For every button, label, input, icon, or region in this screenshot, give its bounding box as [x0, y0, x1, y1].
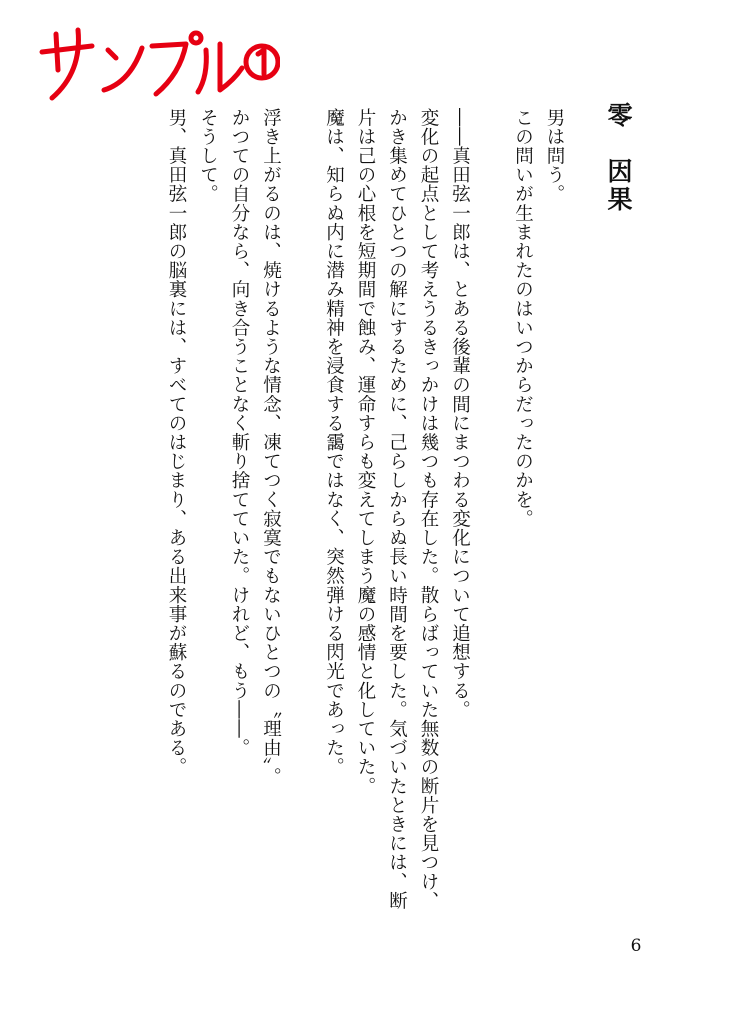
body-text [150, 108, 570, 928]
paragraph: かつての自分なら、向き合うことなく斬り捨てていた。けれど、もう――。 [229, 108, 250, 758]
blank-line [476, 108, 508, 928]
paragraph: そうして。 [197, 108, 219, 204]
paragraph: 男は問う。 [544, 108, 565, 204]
page-number: 6 [630, 936, 642, 956]
paragraph: 魔は、知らぬ内に潜み精神を浸食する靄ではなく、突然弾ける閃光であった。 [323, 108, 345, 777]
paragraph: ――真田弦一郎は、とある後輩の間にまつわる変化について追想する。 [449, 108, 471, 720]
paragraph: この問いが生まれたのはいつからだったのかを。 [512, 108, 534, 529]
sample-watermark [30, 10, 280, 110]
paragraph: 変化の起点として考えうるきっかけは幾つも存在した。散らばっていた無数の断片を見つけ、かき集めてひとつの解にするために、己らしからぬ長い時間を要した。気づいたときには、断片は己の心根を短期間で蝕み、運命すらも変えてしまう魔の感情と化していた。 [355, 108, 439, 911]
paragraph: 男、真田弦一郎の脳裏には、すべてのはじまり、ある出来事が蘇るのである。 [166, 108, 187, 777]
paragraph: 浮き上がるのは、焼けるような情念、凍てつく寂寞でもないひとつの〝理由〟。 [260, 108, 282, 787]
blank-line [287, 108, 319, 928]
chapter-title: 零 因果 [604, 102, 633, 214]
